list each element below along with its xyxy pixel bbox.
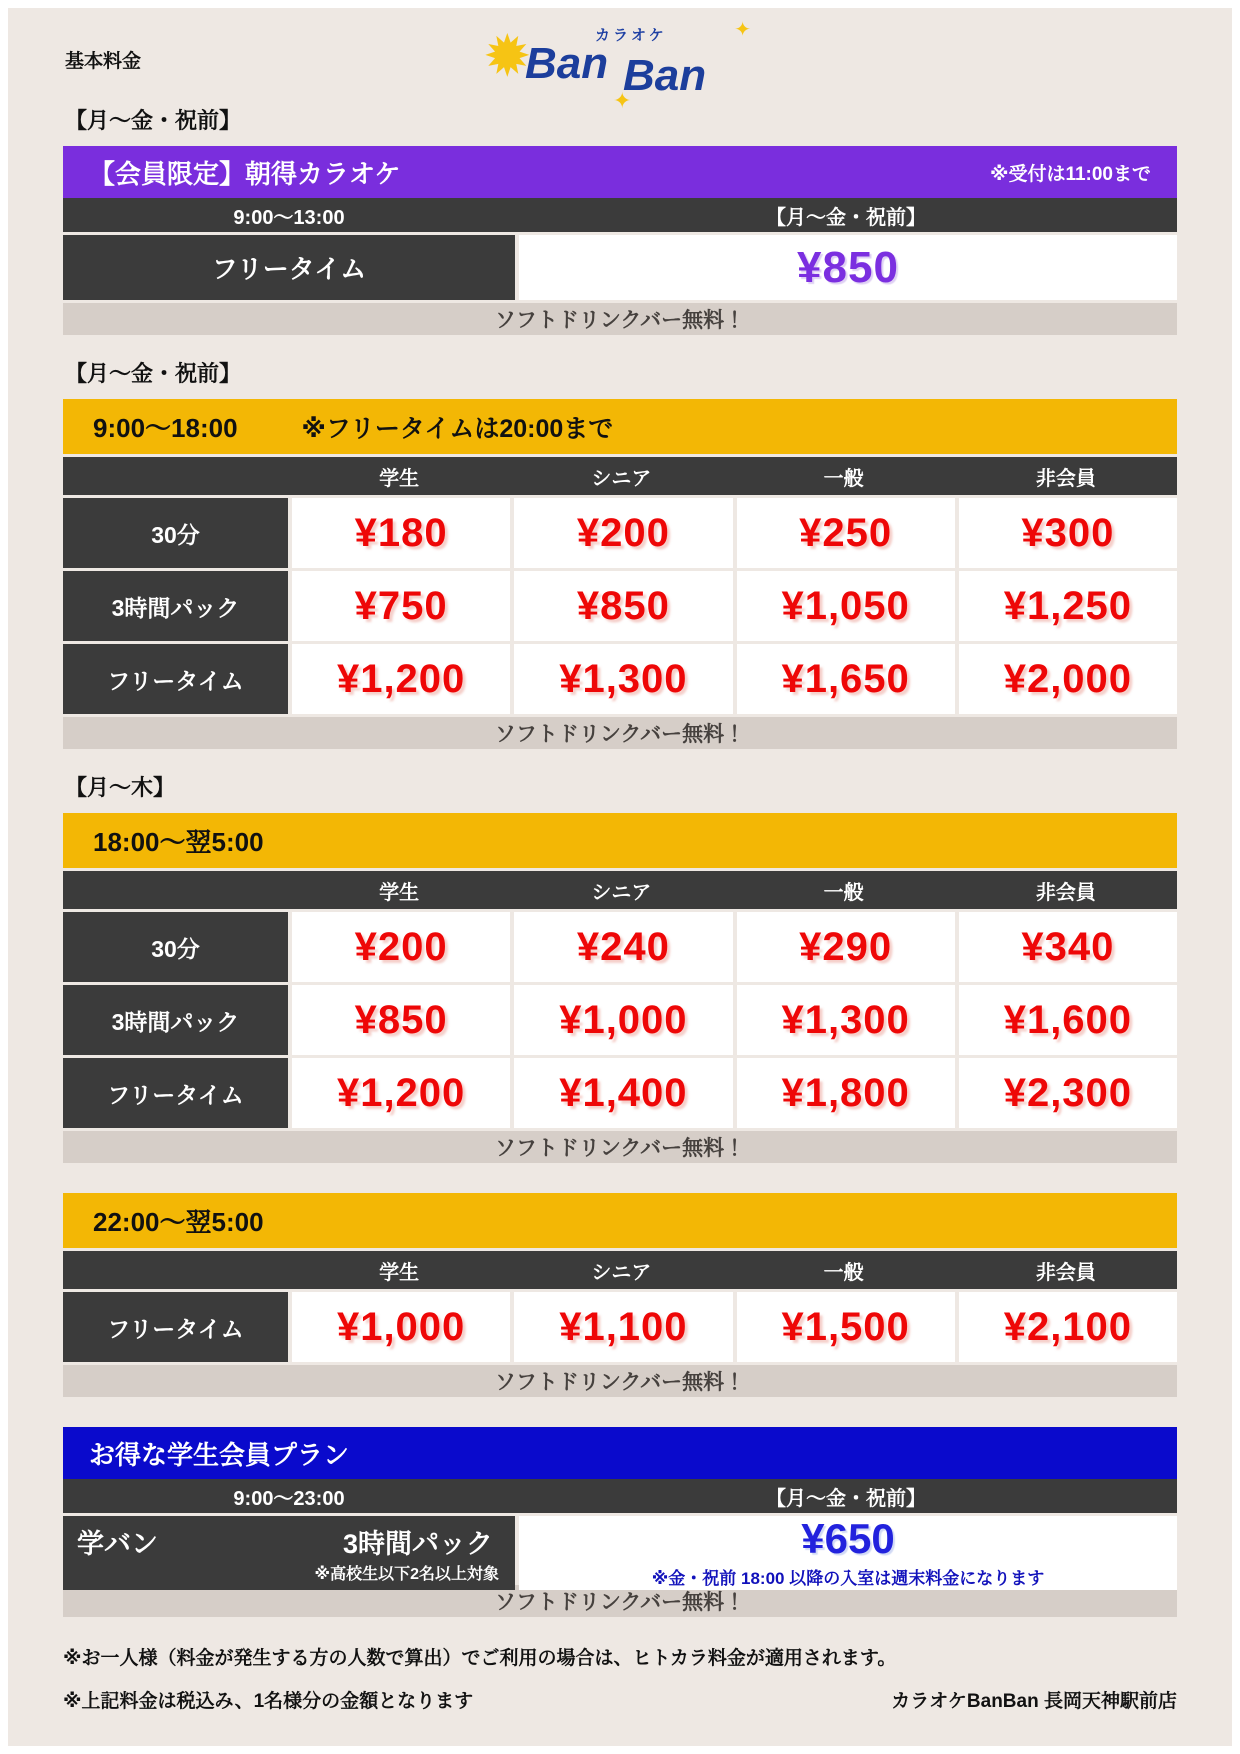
time-row: [63, 198, 1177, 232]
plan-condition: ※高校生以下2名以上対象: [314, 1566, 499, 1583]
time-row: [63, 1479, 1177, 1513]
row-label-cell: 30分: [63, 498, 288, 568]
time-note: ※フリータイムは20:00まで: [301, 414, 614, 443]
price-note: ※金・祝前 18:00 以降の入室は週末料金になります: [651, 1568, 1045, 1588]
price-cell: ¥1,200: [292, 644, 510, 714]
price-cell: ¥1,200: [292, 1058, 510, 1128]
footnote-hitokara: ※お一人様（料金が発生する方の人数で算出）でご利用の場合は、ヒトカラ料金が適用されます。: [63, 1648, 897, 1669]
price-cell: ¥340: [959, 912, 1177, 982]
time-cell: 9:00～23:00: [233, 1487, 345, 1510]
morning-plan-banner: [63, 146, 1177, 198]
col-header-general: 一般: [823, 1261, 864, 1284]
time-cell: 9:00～13:00: [233, 206, 345, 229]
price-cell: ¥2,300: [959, 1058, 1177, 1128]
free-drink-bar: ソフトドリンクバー無料！: [63, 1131, 1177, 1163]
price-cell: ¥2,100: [959, 1292, 1177, 1362]
footer: [63, 1643, 1177, 1713]
time-bar: [63, 1193, 1177, 1248]
price-cell: ¥250: [737, 498, 955, 568]
logo-name-second: Ban: [623, 51, 707, 100]
row-label-cell: フリータイム: [63, 644, 288, 714]
price-cell: ¥1,400: [514, 1058, 732, 1128]
price-cell: ¥850: [514, 571, 732, 641]
page-title: 基本料金: [65, 51, 142, 72]
brand-logo: [483, 19, 751, 113]
price-cell: [519, 235, 1177, 300]
page-header: [63, 19, 1177, 113]
price-cell: ¥1,500: [737, 1292, 955, 1362]
day-heading: 【月～金・祝前】: [65, 361, 242, 386]
col-header-nonmember: 非会員: [1035, 1261, 1096, 1284]
price-cell: ¥1,800: [737, 1058, 955, 1128]
price-cell: ¥1,250: [959, 571, 1177, 641]
plan-name: 学バン: [77, 1529, 158, 1559]
price-cell: ¥290: [737, 912, 955, 982]
day-heading: 【月～金・祝前】: [65, 108, 242, 133]
col-header-senior: シニア: [591, 1261, 652, 1284]
free-drink-bar: ソフトドリンクバー無料！: [63, 303, 1177, 335]
table-row: [63, 1058, 1177, 1128]
time-range: 18:00～翌5:00: [93, 827, 264, 857]
col-header-nonmember: 非会員: [1035, 881, 1096, 904]
col-header-general: 一般: [823, 881, 864, 904]
price-cell: ¥1,050: [737, 571, 955, 641]
plan-type: 3時間パック: [342, 1529, 493, 1559]
row-label-cell: 3時間パック: [63, 985, 288, 1055]
price-cell: ¥180: [292, 498, 510, 568]
logo-name-first: Ban: [525, 39, 609, 88]
price-cell: ¥240: [514, 912, 732, 982]
row-label-cell: フリータイム: [63, 1058, 288, 1128]
sparkle-icon: ✦: [613, 88, 632, 113]
day-heading: 【月～木】: [65, 775, 176, 800]
footnote-tax: ※上記料金は税込み、1名様分の金額となります: [63, 1691, 474, 1712]
price-cell: ¥2,000: [959, 644, 1177, 714]
col-header-general: 一般: [823, 467, 864, 490]
table-row: [63, 985, 1177, 1055]
price-cell: [519, 1516, 1177, 1590]
table-row: [63, 498, 1177, 568]
price-cell: ¥1,300: [737, 985, 955, 1055]
column-header-row: [63, 1251, 1177, 1289]
price-cell: ¥200: [292, 912, 510, 982]
row-label-cell: 30分: [63, 912, 288, 982]
col-header-senior: シニア: [591, 881, 652, 904]
table-row: [63, 571, 1177, 641]
price-cell: ¥300: [959, 498, 1177, 568]
price-value: ¥850: [797, 242, 899, 292]
banner-title: お得な学生会員プラン: [89, 1439, 350, 1470]
col-header-student: 学生: [379, 1261, 420, 1284]
star-burst-icon: ✹: [483, 24, 532, 89]
price-cell: ¥850: [292, 985, 510, 1055]
free-drink-bar: ソフトドリンクバー無料！: [63, 1585, 1177, 1617]
table-row: [63, 912, 1177, 982]
sparkle-icon: ✦: [734, 19, 751, 41]
col-header-student: 学生: [379, 467, 420, 490]
price-value: ¥650: [801, 1514, 895, 1562]
time-range: 22:00～翌5:00: [93, 1207, 264, 1237]
price-cell: ¥1,000: [292, 1292, 510, 1362]
plan-label-cell: フリータイム: [63, 235, 515, 300]
banner-note: ※受付は11:00まで: [989, 163, 1151, 185]
table-row: [63, 644, 1177, 714]
banner-title: 【会員限定】朝得カラオケ: [89, 158, 401, 189]
time-bar: [63, 813, 1177, 868]
plan-row: [63, 235, 1177, 300]
column-header-row: [63, 871, 1177, 909]
price-cell: ¥1,600: [959, 985, 1177, 1055]
col-header-senior: シニア: [591, 467, 652, 490]
row-label-cell: フリータイム: [63, 1292, 288, 1362]
day-cell: 【月～金・祝前】: [766, 206, 926, 229]
plan-label-cell: [63, 1516, 515, 1590]
price-cell: ¥1,300: [514, 644, 732, 714]
day-cell: 【月～金・祝前】: [766, 1487, 926, 1510]
price-cell: ¥1,100: [514, 1292, 732, 1362]
price-sheet: [8, 8, 1232, 1746]
store-name: カラオケBanBan 長岡天神駅前店: [891, 1691, 1177, 1712]
time-range: 9:00～18:00: [93, 413, 238, 443]
row-label-cell: 3時間パック: [63, 571, 288, 641]
student-plan-banner: [63, 1427, 1177, 1479]
table-row: [63, 1292, 1177, 1362]
free-drink-bar: ソフトドリンクバー無料！: [63, 717, 1177, 749]
price-cell: ¥750: [292, 571, 510, 641]
plan-row: [63, 1514, 1177, 1588]
col-header-student: 学生: [379, 881, 420, 904]
column-header-row: [63, 457, 1177, 495]
price-cell: ¥200: [514, 498, 732, 568]
col-header-nonmember: 非会員: [1035, 467, 1096, 490]
free-drink-bar: ソフトドリンクバー無料！: [63, 1365, 1177, 1397]
logo-kana-label: カラオケ: [595, 27, 667, 44]
price-cell: ¥1,000: [514, 985, 732, 1055]
time-bar: [63, 399, 1177, 454]
price-cell: ¥1,650: [737, 644, 955, 714]
